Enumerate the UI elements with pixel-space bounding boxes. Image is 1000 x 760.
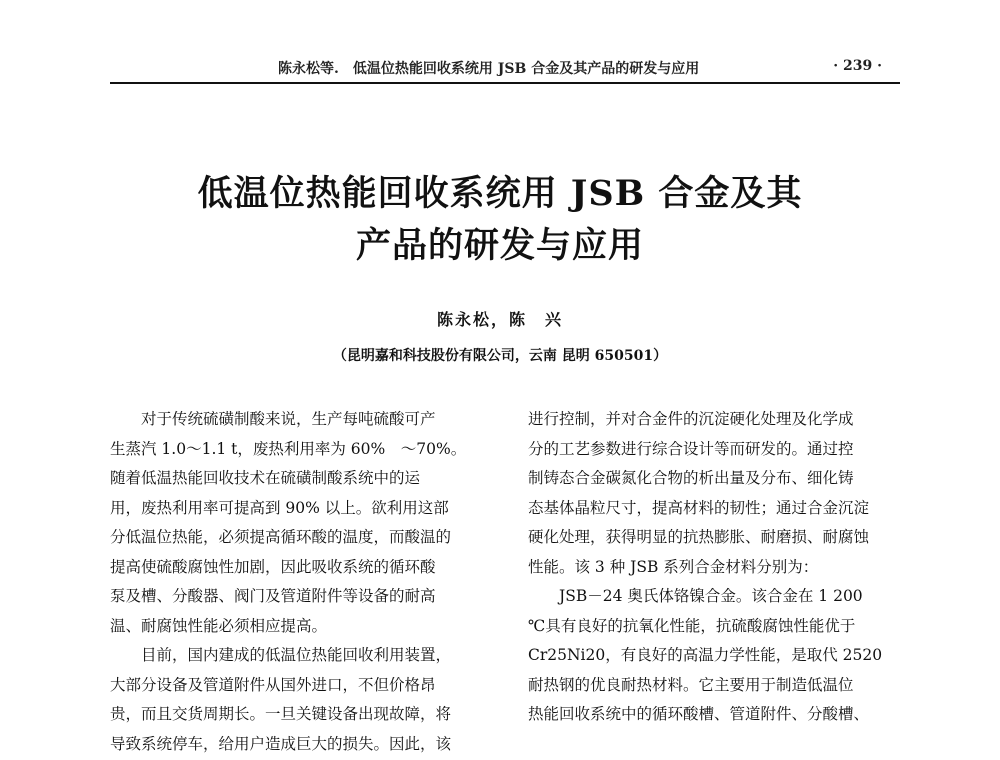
body-line: 制铸态合金碳氮化合物的析出量及分布、细化铸 xyxy=(528,469,854,487)
body-line: 用，废热利用率可提高到 90% 以上。欲利用这部 xyxy=(110,498,449,517)
running-head-text: 陈永松等. 低温位热能回收系统用 JSB 合金及其产品的研发与应用 xyxy=(278,61,700,77)
body-line: 对于传统硫磺制酸来说，生产每吨硫酸可产 xyxy=(141,410,436,428)
affiliation: （昆明嘉和科技股份有限公司，云南 昆明 650501） xyxy=(332,348,668,364)
body-line: 温、耐腐蚀性能必须相应提高。 xyxy=(110,616,328,635)
body-line: 贵，而且交货周期长。一旦关键设备出现故障，将 xyxy=(110,705,452,723)
body-line: 目前，国内建成的低温位热能回收利用装置， xyxy=(141,646,452,664)
paper-title xyxy=(0,168,1000,272)
body-line: 耐热钢的优良耐热材料。它主要用于制造低温位 xyxy=(528,675,854,694)
body-line: 进行控制，并对合金件的沉淀硬化处理及化学成 xyxy=(528,410,854,428)
header-rule xyxy=(110,82,900,84)
body-line: 随着低温热能回收技术在硫磺制酸系统中的运 xyxy=(110,469,421,487)
title-line-2: 产品的研发与应用 xyxy=(355,225,644,266)
running-head xyxy=(110,58,900,80)
body-column-right xyxy=(528,405,903,730)
body-line: 大部分设备及管道附件从国外进口，不但价格昂 xyxy=(110,675,436,694)
authors: 陈永松，陈 兴 xyxy=(436,310,563,329)
body-line: 导致系统停车，给用户造成巨大的损失。因此，该 xyxy=(110,734,452,753)
body-line: 泵及槽、分酸器、阀门及管道附件等设备的耐高 xyxy=(110,587,436,605)
body-line: 性能。该 3 种 JSB 系列合金材料分别为： xyxy=(528,557,819,576)
body-line: 分低温位热能，必须提高循环酸的温度，而酸温的 xyxy=(110,528,452,546)
body-line: 分的工艺参数进行综合设计等而研发的。通过控 xyxy=(528,439,854,458)
body-line: 硬化处理，获得明显的抗热膨胀、耐磨损、耐腐蚀 xyxy=(528,528,870,546)
body-line: JSB－24 奥氏体铬镍合金。该合金在 1 200 xyxy=(559,587,863,605)
body-line: ℃具有良好的抗氧化性能，抗硫酸腐蚀性能优于 xyxy=(528,616,856,635)
body-line: 态基体晶粒尺寸，提高材料的韧性；通过合金沉淀 xyxy=(528,498,870,517)
title-line-1: 低温位热能回收系统用 JSB 合金及其 xyxy=(197,173,803,214)
body-line: Cr25Ni20，有良好的高温力学性能，是取代 2520 xyxy=(528,646,883,664)
page-number: · 239 · xyxy=(833,58,882,74)
body-line: 生蒸汽 1.0～1.1 t，废热利用率为 60% ～70%。 xyxy=(110,439,467,458)
body-column-left xyxy=(110,405,485,759)
body-line: 提高使硫酸腐蚀性加剧，因此吸收系统的循环酸 xyxy=(110,557,436,576)
body-line: 热能回收系统中的循环酸槽、管道附件、分酸槽、 xyxy=(528,705,870,723)
